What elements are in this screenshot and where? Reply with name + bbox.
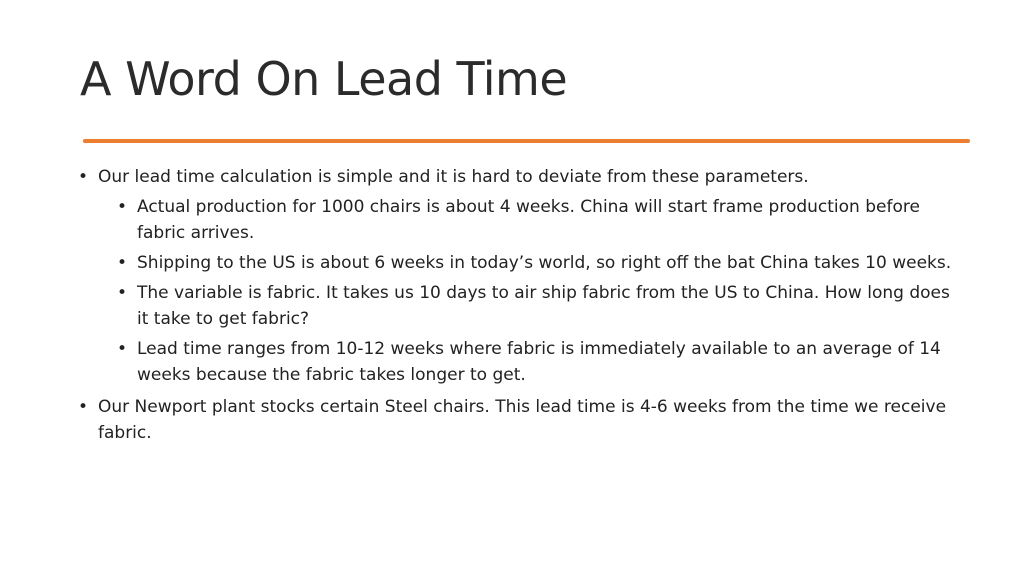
bullet-dot-icon: • [117, 283, 128, 303]
bullet-list [78, 164, 958, 446]
bullet-dot-icon: • [78, 397, 89, 417]
sub-bullet-item [98, 194, 958, 246]
slide-title: A Word On Lead Time [80, 52, 568, 106]
slide-content [78, 164, 958, 452]
sub-bullet-list [98, 194, 958, 388]
sub-bullet-text: Lead time ranges from 10-12 weeks where fabric is immediately available to an average of 14 weeks because the fabric takes longer to get. [137, 339, 941, 385]
bullet-item [78, 394, 958, 446]
sub-bullet-item [98, 250, 958, 276]
bullet-dot-icon: • [78, 167, 89, 187]
title-divider [83, 139, 970, 143]
bullet-text: Our Newport plant stocks certain Steel chairs. This lead time is 4-6 weeks from the time we receive fabric. [98, 397, 947, 443]
bullet-dot-icon: • [117, 253, 128, 273]
bullet-item [78, 164, 958, 388]
sub-bullet-text: Shipping to the US is about 6 weeks in today’s world, so right off the bat China takes 10 weeks. [137, 253, 952, 273]
bullet-text: Our lead time calculation is simple and it is hard to deviate from these parameters. [98, 167, 809, 187]
bullet-dot-icon: • [117, 339, 128, 359]
sub-bullet-text: The variable is fabric. It takes us 10 days to air ship fabric from the US to China. How long does it take to get fabric? [137, 283, 950, 329]
sub-bullet-item [98, 336, 958, 388]
sub-bullet-text: Actual production for 1000 chairs is about 4 weeks. China will start frame production before fabric arrives. [137, 197, 920, 243]
sub-bullet-item [98, 280, 958, 332]
bullet-dot-icon: • [117, 197, 128, 217]
